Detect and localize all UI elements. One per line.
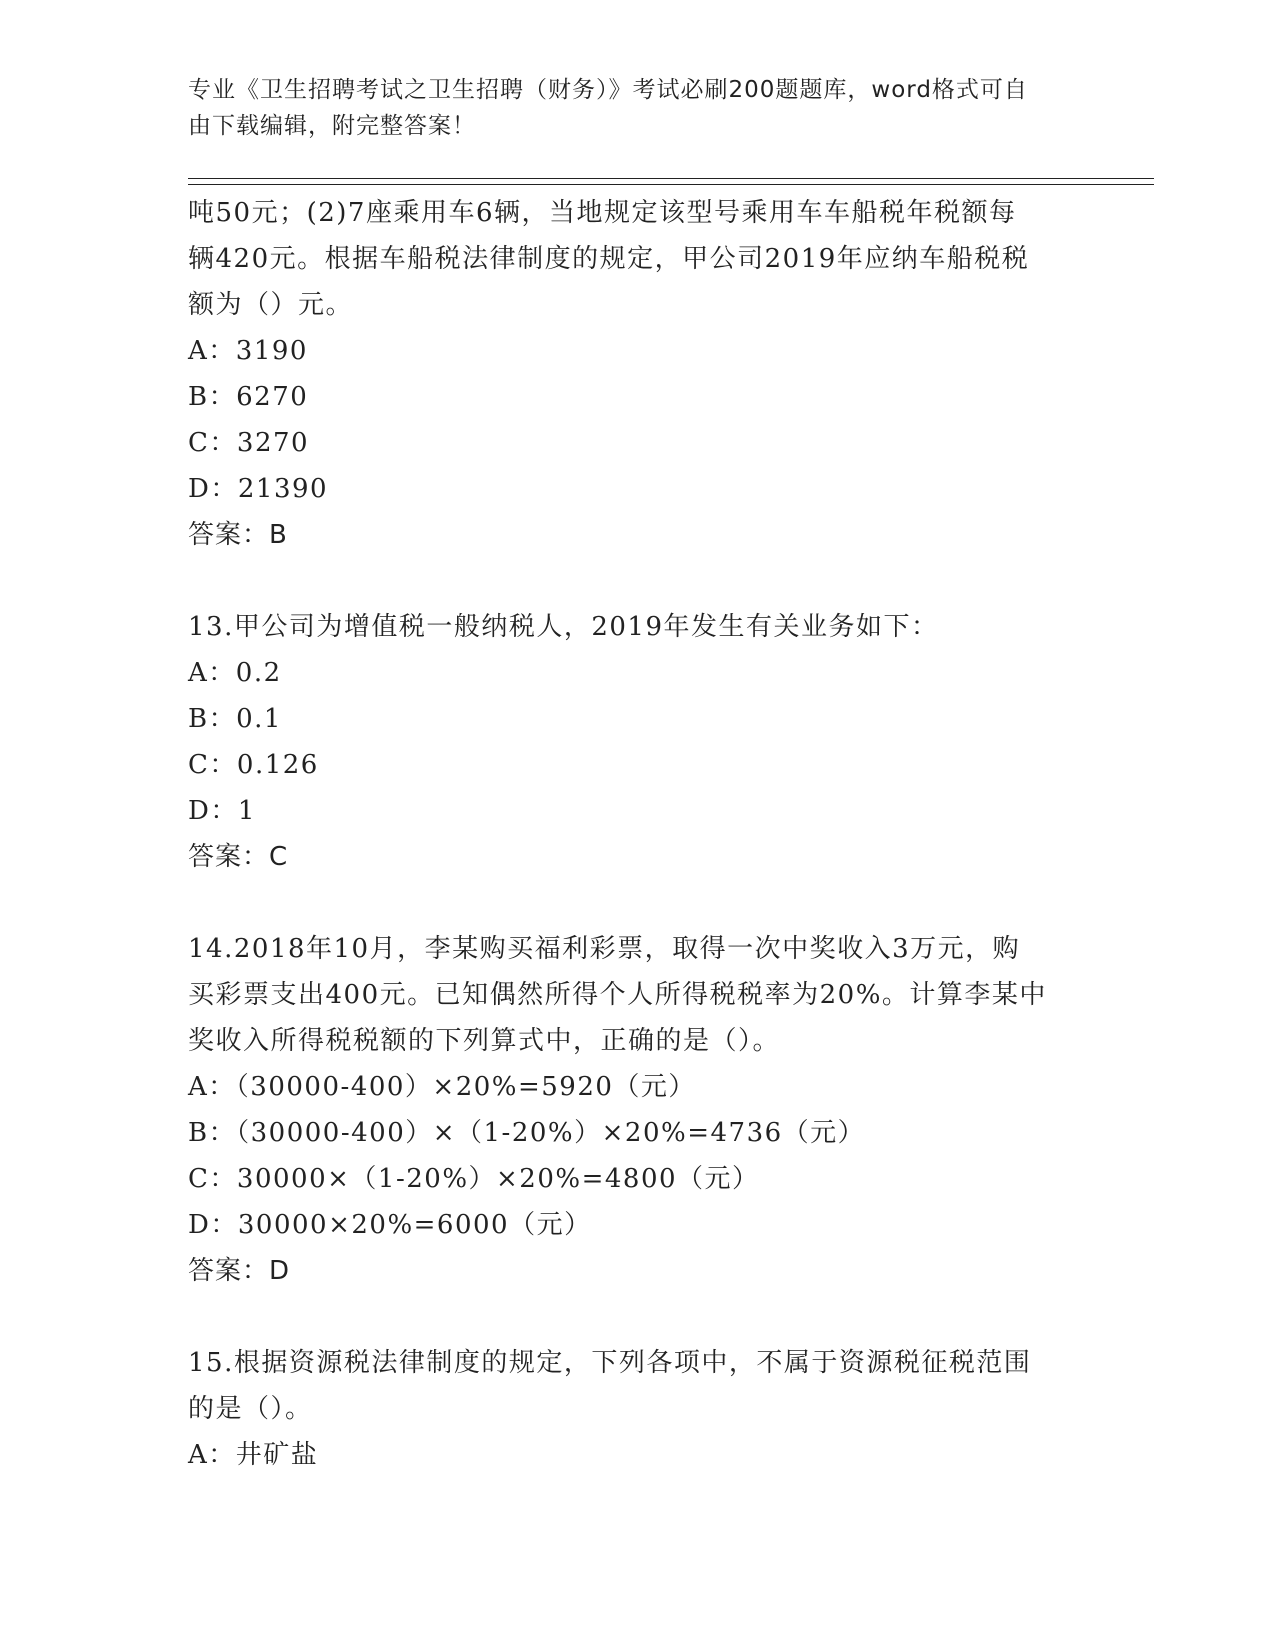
question-stem-line: 15.根据资源税法律制度的规定，下列各项中，不属于资源税征税范围: [188, 1348, 1032, 1378]
option-a: [188, 1064, 1088, 1110]
document-header: [188, 72, 1088, 144]
option-text: 6270: [236, 382, 309, 412]
option-label: D：: [188, 796, 238, 826]
option-text: 0.1: [236, 704, 282, 734]
question-item: [188, 1340, 1088, 1478]
option-b: [188, 1110, 1088, 1156]
option-text: 30000×20%=6000（元）: [237, 1210, 592, 1240]
option-text: 21390: [237, 474, 329, 504]
question-item: [188, 604, 1088, 880]
option-d: [188, 1202, 1088, 1248]
option-label: B：: [188, 704, 237, 734]
question-stem-line: 吨50元；(2)7座乘用车6辆，当地规定该型号乘用车车船税年税额每: [188, 198, 1017, 228]
question-spacer: [188, 1294, 1088, 1340]
option-label: D：: [188, 474, 238, 504]
option-text: 30000×（1-20%）×20%=4800（元）: [236, 1164, 760, 1194]
option-c: [188, 742, 1088, 788]
answer-text: 答案：B: [188, 520, 288, 550]
question-stem-line: 14.2018年10月，李某购买福利彩票，取得一次中奖收入3万元，购: [188, 934, 1021, 964]
option-label: C：: [188, 428, 237, 458]
option-text: 0.2: [235, 658, 282, 688]
answer-text: 答案：C: [188, 842, 289, 872]
option-text: 3190: [235, 336, 308, 366]
question-stem-line: 13.甲公司为增值税一般纳税人，2019年发生有关业务如下：: [188, 612, 939, 642]
option-label: C：: [188, 1164, 237, 1194]
question-item: [188, 190, 1088, 558]
question-stem-line: 买彩票支出400元。已知偶然所得个人所得税税率为20%。计算李某中: [188, 980, 1047, 1010]
option-text: （30000-400）×（1-20%）×20%=4736（元）: [236, 1118, 866, 1148]
question-spacer: [188, 558, 1088, 604]
option-text: 3270: [236, 428, 310, 458]
question-stem-line: 奖收入所得税税额的下列算式中，正确的是（）。: [188, 1026, 781, 1056]
question-spacer: [188, 880, 1088, 926]
option-text: 0.126: [236, 750, 319, 780]
option-label: A：: [188, 658, 236, 688]
header-title-line-1: 专业《卫生招聘考试之卫生招聘（财务）》考试必刷200题题库，word格式可自: [188, 77, 1028, 103]
option-b: [188, 374, 1088, 420]
header-title-line-2: 由下载编辑，附完整答案！: [188, 113, 476, 139]
option-text: 1: [237, 796, 256, 826]
option-label: B：: [188, 1118, 237, 1148]
option-d: [188, 466, 1088, 512]
option-a: [188, 650, 1088, 696]
option-c: [188, 420, 1088, 466]
option-label: A：: [188, 1072, 236, 1102]
option-label: A：: [188, 1440, 236, 1470]
option-label: C：: [188, 750, 237, 780]
option-label: B：: [188, 382, 237, 412]
question-list: [188, 190, 1088, 1478]
option-c: [188, 1156, 1088, 1202]
answer-text: 答案：D: [188, 1256, 291, 1286]
option-b: [188, 696, 1088, 742]
option-d: [188, 788, 1088, 834]
header-rule-top: [188, 178, 1154, 179]
option-a: [188, 1432, 1088, 1478]
question-stem-line: 额为（）元。: [188, 290, 354, 320]
option-label: A：: [188, 336, 236, 366]
option-text: （30000-400）×20%=5920（元）: [235, 1072, 696, 1102]
option-label: D：: [188, 1210, 238, 1240]
question-stem-line: 辆420元。根据车船税法律制度的规定，甲公司2019年应纳车船税税: [188, 244, 1030, 274]
question-stem-line: 的是（）。: [188, 1394, 313, 1424]
option-a: [188, 328, 1088, 374]
header-rule-bottom: [188, 184, 1154, 185]
question-item: [188, 926, 1088, 1294]
option-text: 井矿盐: [235, 1440, 319, 1470]
